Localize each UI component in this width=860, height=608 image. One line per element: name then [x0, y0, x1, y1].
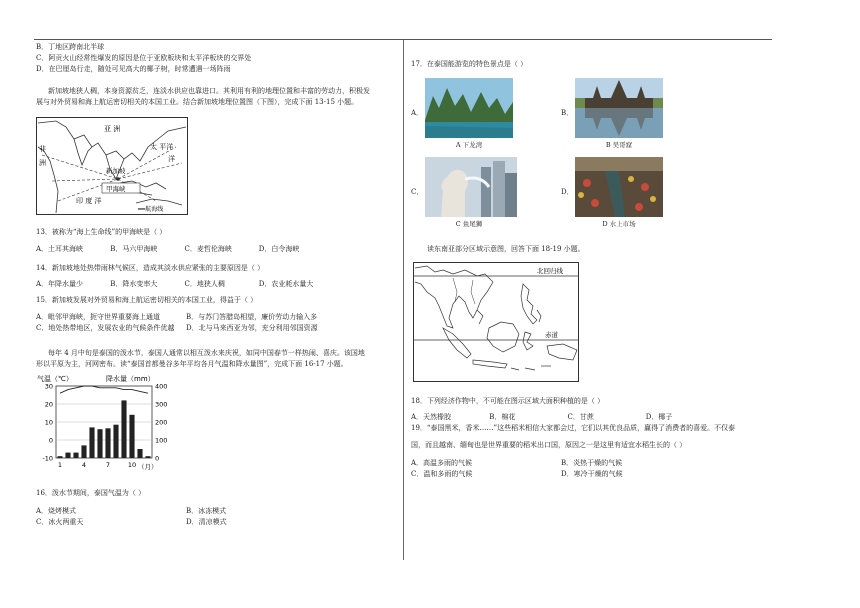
halong-bay-photo [425, 78, 513, 138]
prev-option-c: C．阿贡火山经常性爆发的原因是位于亚欧板块和太平洋板块的交界处 [36, 54, 252, 62]
q19-option-c[interactable]: C．温和多雨的气候 [411, 470, 473, 478]
merlion-photo [425, 157, 517, 217]
precip-bar [81, 445, 86, 458]
q17-caption-c: C 鱼尾狮 [455, 220, 483, 228]
map1-africa-label: 非 [39, 145, 46, 153]
q19-option-b[interactable]: B．炎热干燥的气候 [561, 459, 623, 467]
q14-option-c[interactable]: C．地狭人稠 [184, 280, 225, 288]
q17-letter-a[interactable]: A． [411, 109, 424, 117]
q13-options [36, 245, 331, 254]
temp-tick-label: -10 [42, 454, 53, 463]
q16-option-c[interactable]: C．冰火两重天 [36, 518, 84, 526]
precip-axis-label: 降水量（mm） [106, 375, 155, 383]
map1-pacific-label: 太 平洋 [150, 143, 174, 151]
prev-option-d: D．在巴厘岛行走，随处可见高大的椰子树，时常遭遇一场阵雨 [36, 65, 231, 73]
thai-intro-line1: 每年 4 月中旬是泰国的泼水节，泰国人通常以相互泼水来庆祝，如同中国春节一样热闹、喜庆。该国地 [48, 349, 365, 357]
q14-text: 14．新加坡地处热带雨林气候区，造成其淡水供应紧张的主要原因是（ ） [36, 264, 265, 272]
thai-intro-line2: 形以平原为主，河网密布。读“泰国首都曼谷多年平均各月气温和降水量图”，完成下面 16-17 小题。 [36, 360, 348, 368]
q13-option-c[interactable]: C．麦哲伦海峡 [184, 245, 232, 253]
q16-option-a[interactable]: A．烧烤模式 [36, 507, 77, 515]
precip-bar [121, 400, 126, 458]
angkor-wat-photo [575, 78, 663, 138]
precip-bar [129, 415, 134, 458]
month-tick-label: 4 [81, 461, 87, 469]
map1-asia-label: 亚 洲 [104, 125, 121, 133]
q16-option-d[interactable]: D．清凉模式 [186, 518, 227, 526]
precip-tick-label: 200 [155, 418, 168, 427]
q19-text-line1: 19．“泰国黑米，香米……”这些稻米相信大家都会过，它们以其优良品质，赢得了消费者的喜爱。不仅泰 [411, 424, 736, 432]
q18-options [411, 413, 722, 422]
precip-tick-label: 300 [155, 400, 168, 409]
map1-singapore-label: 新加坡 [106, 167, 126, 175]
temperature-line [60, 386, 148, 393]
q13-option-b[interactable]: B．马六甲海峡 [110, 245, 158, 253]
precip-bar [145, 456, 150, 458]
q16-option-b[interactable]: B．冰冻模式 [186, 507, 227, 515]
singapore-intro-line2: 展与对外贸易和海上航运密切相关的本国工业。结合新加坡地理位置图（下图），完成下面 13-15 小题。 [36, 98, 359, 106]
q18-option-b[interactable]: B．棉花 [489, 413, 516, 421]
precip-bar [73, 453, 78, 458]
precip-tick-label: 0 [155, 454, 160, 463]
q19-option-d[interactable]: D．寒冷干燥的气候 [561, 470, 623, 478]
singapore-location-map [36, 117, 188, 215]
q19-text-line2: 国，而且越南、缅甸也是世界重要的稻米出口国，原因之一是这里有适宜水稻生长的（ ） [411, 441, 687, 449]
q13-option-a[interactable]: A．土耳其海峡 [36, 245, 84, 253]
precip-bar [65, 453, 70, 458]
map1-africa-label2: 洲 [39, 159, 46, 167]
q17-letter-d[interactable]: D． [561, 188, 574, 196]
tropic-label: 北回归线 [537, 267, 563, 275]
month-tick-label: 10 [127, 461, 137, 469]
q17-text: 17．在泰国能游览的特色景点是（ ） [411, 60, 528, 68]
precip-tick-label: 400 [155, 382, 168, 391]
q13-option-d[interactable]: D．白令海峡 [258, 245, 300, 253]
month-tick-label: 1 [57, 461, 63, 469]
q14-options [36, 280, 331, 289]
bangkok-climate-chart [36, 372, 166, 476]
temp-tick-label: 30 [44, 382, 53, 391]
map1-pacific-label2: 洋 [168, 155, 175, 163]
column-divider [403, 40, 404, 560]
q15-option-c[interactable]: C．地处热带地区，发展农业的气候条件优越 [36, 324, 175, 332]
q14-option-a[interactable]: A．年降水量少 [36, 280, 84, 288]
precip-bar [89, 427, 94, 458]
q17-caption-b: B 吴哥窟 [605, 141, 633, 149]
q17-caption-d: D 水上市场 [602, 220, 636, 228]
q17-letter-c[interactable]: C． [411, 188, 424, 196]
singapore-intro-line1: 新加坡地狭人稠，本身资源贫乏，连淡水供应也靠进口。其利用有利的地理位置和丰富的劳动力，积极发 [48, 87, 370, 95]
month-tick-label: 7 [105, 461, 111, 469]
q15-text: 15．新加坡发展对外贸易和海上航运密切相关的本国工业，得益于（ ） [36, 296, 258, 304]
southeast-asia-map [413, 262, 579, 382]
q15-option-d[interactable]: D．北与马来西亚为邻，充分利用邻国资源 [186, 324, 318, 332]
sea-intro: 读东南亚部分区域示意图，回答下面 18-19 小题。 [427, 245, 585, 253]
q18-option-d[interactable]: D．椰子 [645, 413, 673, 421]
q13-text: 13．被称为“海上生命线”的甲海峡是（ ） [36, 228, 167, 236]
q18-option-c[interactable]: C．甘蔗 [567, 413, 594, 421]
map1-legend: ━━航海线 [138, 206, 164, 213]
map1-strait-label: 甲海峡 [106, 185, 126, 193]
q18-text: 18．下列经济作物中，不可能在图示区域大面积种植的是（ ） [411, 397, 605, 405]
temp-axis-label: 气温（℃） [37, 375, 73, 383]
q19-option-a[interactable]: A．高温多雨的气候 [411, 459, 473, 467]
month-unit-label: （月） [138, 463, 158, 471]
temp-tick-label: 0 [48, 436, 53, 445]
precip-tick-label: 100 [155, 436, 168, 445]
q15-option-a[interactable]: A．毗邻甲海峡，扼守世界重要海上通道 [36, 313, 161, 321]
equator-label: 赤道 [545, 331, 558, 339]
q17-caption-a: A 下龙湾 [455, 141, 483, 149]
q15-option-b[interactable]: B．与苏门答腊岛相望，廉价劳动力输入多 [186, 313, 318, 321]
prev-option-b: B．丁地区跨南北半球 [36, 43, 105, 51]
temp-tick-label: 20 [44, 400, 53, 409]
temp-tick-label: 10 [44, 418, 53, 427]
precip-bar [97, 429, 102, 458]
precip-bar [137, 449, 142, 458]
floating-market-photo [575, 157, 663, 217]
singapore-dot [116, 177, 120, 181]
precip-bar [105, 428, 110, 458]
precip-bar [57, 456, 62, 458]
q16-text: 16．泼水节期间，泰国气温为（ ） [36, 489, 146, 497]
map1-indian-ocean-label: 印 度 洋 [76, 197, 102, 205]
q14-option-d[interactable]: D．农业耗水量大 [258, 280, 314, 288]
q18-option-a[interactable]: A．天然橡胶 [411, 413, 452, 421]
precip-bar [113, 425, 118, 458]
q14-option-b[interactable]: B．降水变率大 [110, 280, 158, 288]
q17-letter-b[interactable]: B． [561, 109, 574, 117]
